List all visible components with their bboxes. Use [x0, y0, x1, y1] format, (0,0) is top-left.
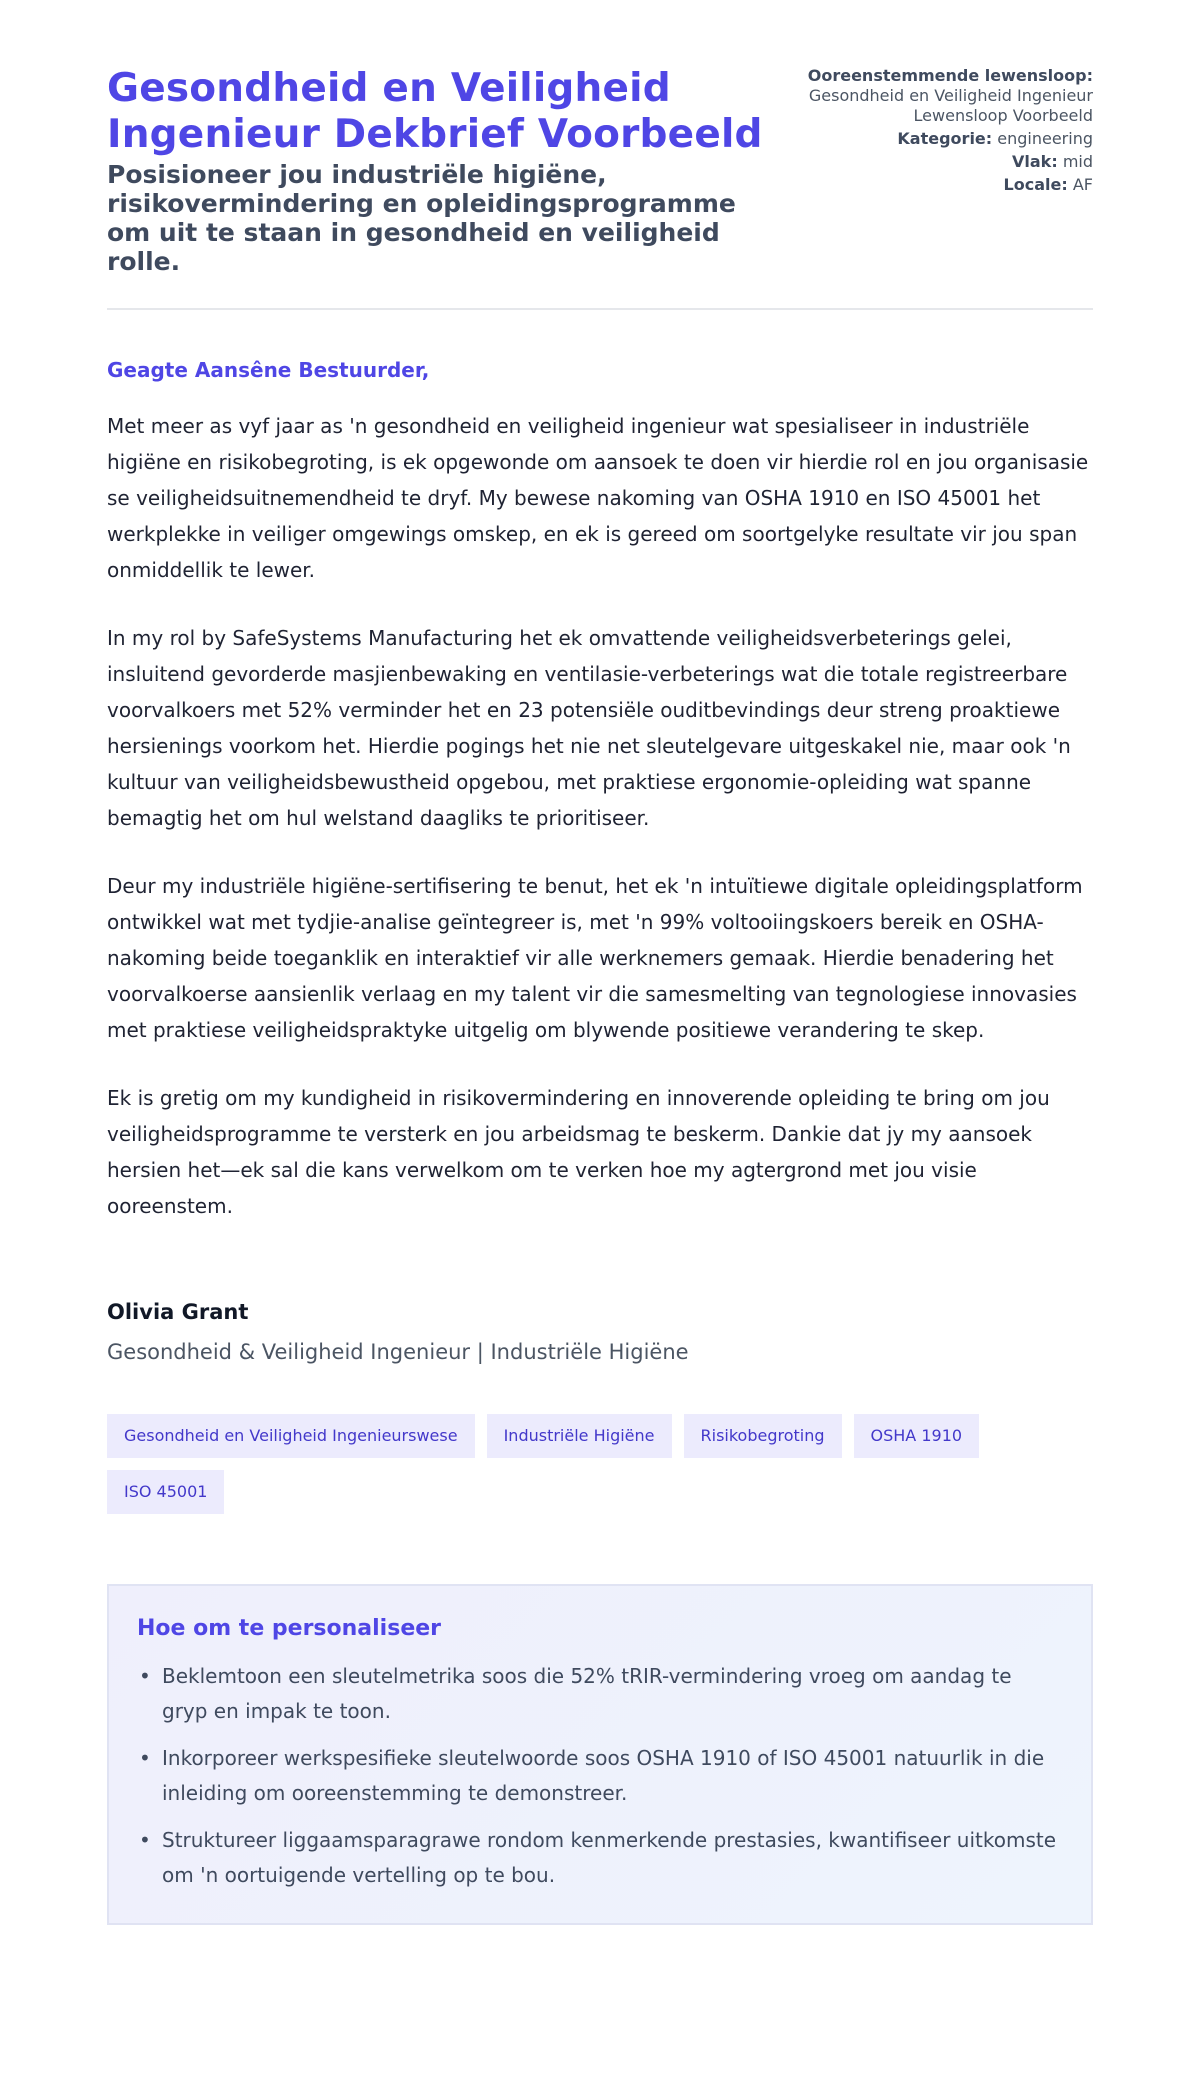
metadata-panel [803, 66, 1093, 198]
letter-paragraph: Deur my industriële higiëne-sertifisering te benut, het ek 'n intuïtiewe digitale opleidingsplatform ontwikkel wat met tydjie-analise geïntegreer is, met 'n 99% voltooiingskoers bereik en OSHA-nakoming beide toeganklik en interaktief vir alle werknemers gemaak. Hierdie benadering het voorvalkoerse aansienlik verlaag en my talent vir die samesmelting van tegnologiese innovasies met praktiese veiligheidspraktyke uitgelig om blywende positiewe verandering te skep. [107, 874, 1083, 1042]
tip-item [137, 1823, 1063, 1893]
tip-text: Struktureer liggaamsparagrawe rondom kenmerkende prestasies, kwantifiseer uitkomste om 'n oortuigende vertelling op te bou. [162, 1828, 1057, 1887]
tips-list [137, 1659, 1063, 1893]
signature-title: Gesondheid & Veiligheid Ingenieur | Industriële Higiëne [107, 1340, 689, 1364]
tips-title: Hoe om te personaliseer [137, 1616, 442, 1641]
skill-tag: ISO 45001 [107, 1470, 224, 1514]
tip-item [137, 1741, 1063, 1811]
meta-level [803, 152, 1093, 172]
page-subtitle: Posisioneer jou industriële higiëne, risikovermindering en opleidingsprogramme om uit te staan in gesondheid en veiligheid rolle. [107, 160, 736, 276]
meta-locale-value: AF [1072, 175, 1093, 194]
letter-body [107, 358, 1093, 1224]
bullet-icon: • [139, 1746, 151, 1770]
personalization-tips-box [107, 1584, 1093, 1925]
letter-paragraph: In my rol by SafeSystems Manufacturing het ek omvattende veiligheidsverbeterings gelei, insluitend gevorderde masjienbewaking en ventilasie-verbeterings wat die totale registreerbare voorvalkoers met 52% verminder het en 23 potensiële ouditbevindings deur streng proaktiewe hersienings voorkom het. Hierdie pogings het nie net sleutelgevare uitgeskakel nie, maar ook 'n kultuur van veiligheidsbewustheid opgebou, met praktiese ergonomie-opleiding wat spanne bemagtig het om hul welstand daagliks te prioritiseer. [107, 626, 1071, 830]
header-titles [107, 66, 767, 276]
meta-level-value: mid [1062, 152, 1093, 171]
meta-locale-label: Locale: [1003, 175, 1068, 194]
signature-block [107, 1300, 1093, 1364]
tip-text: Inkorporeer werkspesifieke sleutelwoorde soos OSHA 1910 of ISO 45001 natuurlik in die inleiding om ooreenstemming te demonstreer. [162, 1746, 1045, 1805]
letter-paragraph: Ek is gretig om my kundigheid in risikovermindering en innoverende opleiding te bring om jou veiligheidsprogramme te versterk en jou arbeidsmag te beskerm. Dankie dat jy my aansoek hersien het—ek sal die kans verwelkom om te verken hoe my agtergrond met jou visie ooreenstem. [107, 1086, 1050, 1218]
skill-tag: Gesondheid en Veiligheid Ingenieurswese [107, 1414, 475, 1458]
letter-paragraph: Met meer as vyf jaar as 'n gesondheid en veiligheid ingenieur wat spesialiseer in industriële higiëne en risikobegroting, is ek opgewonde om aansoek te doen vir hierdie rol en jou organisasie se veiligheidsuitnemendheid te dryf. My bewese nakoming van OSHA 1910 en ISO 45001 het werkplekke in veiliger omgewings omskep, en ek is gereed om soortgelyke resultate vir jou span onmiddellik te lewer. [107, 414, 1089, 582]
bullet-icon: • [139, 1664, 151, 1688]
skill-tags [107, 1414, 1057, 1514]
meta-matching-resume-value: Gesondheid en Veiligheid Ingenieur Lewensloop Voorbeeld [808, 86, 1093, 125]
meta-locale [803, 175, 1093, 195]
meta-level-label: Vlak: [1012, 152, 1058, 171]
bullet-icon: • [139, 1828, 151, 1852]
skill-tag: OSHA 1910 [854, 1414, 980, 1458]
tip-item [137, 1659, 1063, 1729]
tip-text: Beklemtoon een sleutelmetrika soos die 52% tRIR-vermindering vroeg om aandag te gryp en impak te toon. [162, 1664, 1012, 1723]
meta-category-label: Kategorie: [897, 129, 993, 148]
meta-category-value: engineering [997, 129, 1093, 148]
meta-matching-resume-label: Ooreenstemmende lewensloop: [807, 66, 1093, 85]
signature-name: Olivia Grant [107, 1300, 249, 1324]
meta-matching-resume [803, 66, 1093, 126]
salutation: Geagte Aansêne Bestuurder, [107, 358, 430, 382]
meta-category [803, 129, 1093, 149]
page-header [107, 66, 1093, 310]
page-title: Gesondheid en Veiligheid Ingenieur Dekbrief Voorbeeld [107, 66, 763, 157]
skill-tag: Risikobegroting [684, 1414, 842, 1458]
skill-tag: Industriële Higiëne [487, 1414, 672, 1458]
